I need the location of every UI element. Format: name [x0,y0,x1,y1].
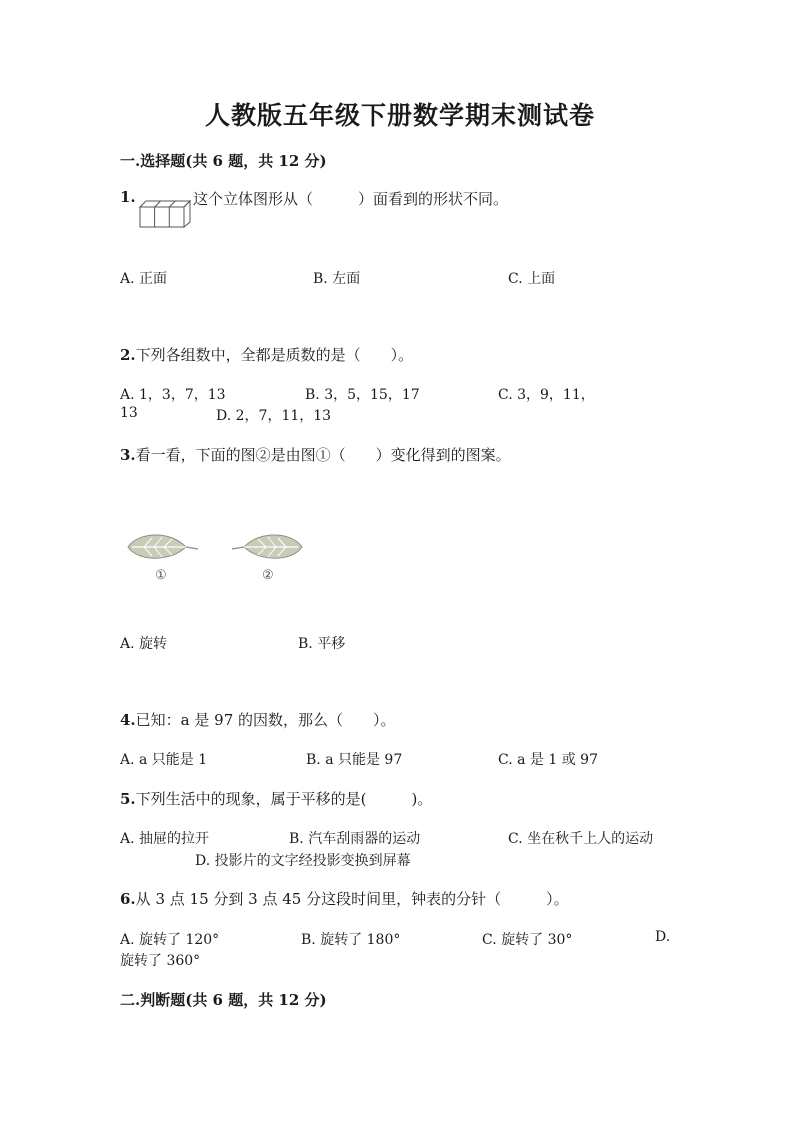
question-number: 5. [120,790,136,808]
section-heading-judge: 二.判断题(共 6 题，共 12 分) [120,991,327,1009]
question-6-text: 从 3 点 15 分到 3 点 45 分这段时间里，钟表的分针（ ）。 [135,890,569,908]
q1-option-b: B. 左面 [313,271,361,287]
question-6 [120,888,569,909]
q6-option-a: A. 旋转了 120° [120,932,220,948]
question-number: 2. [120,346,136,364]
q2-option-a: A. 1，3，7，13 [120,387,226,403]
q1-option-a: A. 正面 [120,271,168,287]
page-title: 人教版五年级下册数学期末测试卷 [204,101,595,130]
q2-option-c-cont: 13 [120,405,138,421]
q5-option-b: B. 汽车刮雨器的运动 [289,831,421,847]
q4-option-c: C. a 是 1 或 97 [498,752,598,768]
q6-option-d-cont: 旋转了 360° [120,953,201,969]
question-number: 3. [120,446,136,464]
question-number: 4. [120,711,136,729]
cube-row-figure [138,198,192,228]
q3-option-b: B. 平移 [298,636,346,652]
q6-option-c: C. 旋转了 30° [482,932,573,948]
question-4 [120,709,396,730]
question-3 [120,444,511,465]
question-number: 6. [120,890,136,908]
question-3-text: 看一看，下面的图②是由图①（ ）变化得到的图案。 [135,446,511,464]
q4-option-b: B. a 只能是 97 [306,752,403,768]
q4-option-a: A. a 只能是 1 [120,752,208,768]
section-heading-choice: 一.选择题(共 6 题，共 12 分) [120,152,327,170]
q5-option-c: C. 坐在秋千上人的运动 [508,831,654,847]
figure-label-2: ② [262,568,274,583]
q2-option-c: C. 3，9，11， [498,387,595,403]
q5-option-d: D. 投影片的文字经投影变换到屏幕 [195,853,411,869]
question-number: 1. [120,188,136,206]
q2-option-b: B. 3，5，15，17 [305,387,420,403]
question-2 [120,344,413,365]
question-4-text: 已知：a 是 97 的因数，那么（ ）。 [135,711,396,729]
q3-option-a: A. 旋转 [120,636,168,652]
figure-label-1: ① [155,568,167,583]
question-2-text: 下列各组数中，全都是质数的是（ ）。 [135,346,414,364]
q6-option-d: D. [655,929,671,945]
q6-option-b: B. 旋转了 180° [301,932,401,948]
question-5 [120,788,432,809]
q2-option-d: D. 2，7，11，13 [216,408,332,424]
question-1-text: 这个立体图形从（ ）面看到的形状不同。 [193,190,509,208]
q1-option-c: C. 上面 [508,271,556,287]
leaf-figure-2 [230,528,306,566]
q5-option-a: A. 抽屉的拉开 [120,831,210,847]
question-1 [120,188,136,206]
question-5-text: 下列生活中的现象，属于平移的是( )。 [135,790,433,808]
leaf-figure-1 [124,528,200,566]
